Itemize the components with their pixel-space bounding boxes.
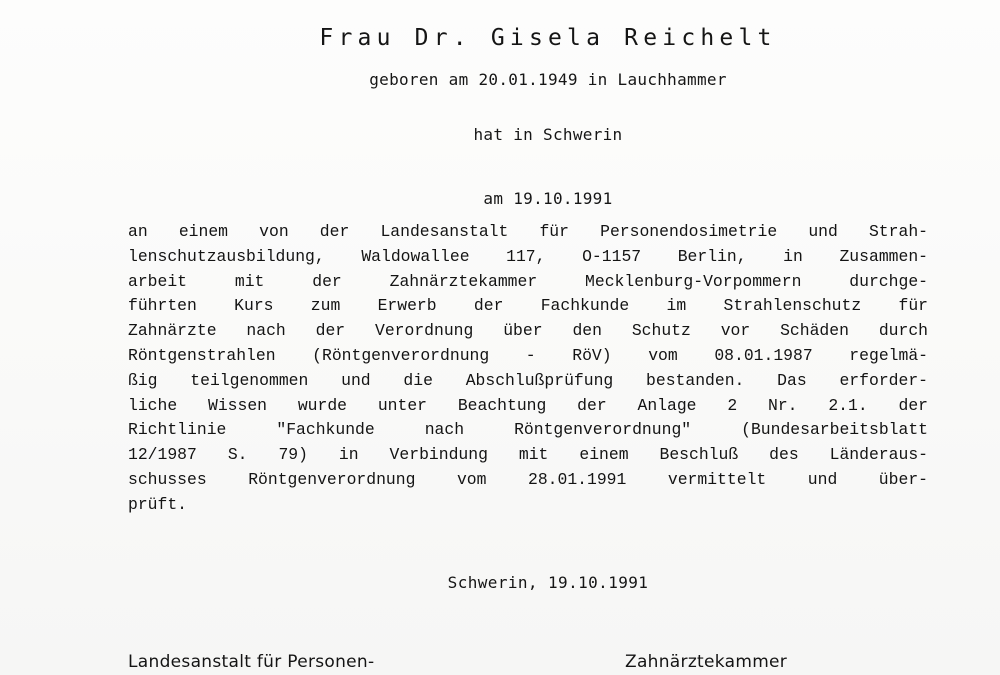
body-line: lenschutzausbildung, Waldowallee 117, O-1157 Berlin, in Zusammen- — [128, 246, 928, 266]
recipient-name: Frau Dr. Gisela Reichelt — [319, 25, 777, 51]
issuer-left: Landesanstalt für Personen- — [128, 652, 375, 672]
body-line: Richtlinie "Fachkunde nach Röntgenverordnung" (Bundesarbeitsblatt — [128, 420, 928, 440]
body-line: ßig teilgenommen und die Abschlußprüfung bestanden. Das erforder- — [128, 370, 928, 390]
course-date: am 19.10.1991 — [483, 189, 613, 208]
body-line: schusses Röntgenverordnung vom 28.01.1991 vermittelt und über- — [128, 469, 928, 489]
birth-info: geboren am 20.01.1949 in Lauchhammer — [369, 70, 727, 89]
issuer-right: Zahnärztekammer — [625, 652, 788, 672]
body-line: führten Kurs zum Erwerb der Fachkunde im Strahlenschutz für — [128, 296, 928, 316]
body-line: liche Wissen wurde unter Beachtung der Anlage 2 Nr. 2.1. der — [128, 395, 928, 415]
body-line: prüft. — [128, 494, 188, 514]
certificate-body — [128, 220, 928, 518]
body-line: Zahnärzte nach der Verordnung über den Schutz vor Schäden durch — [128, 321, 928, 341]
body-line: Röntgenstrahlen (Röntgenverordnung - RöV) vom 08.01.1987 regelmä- — [128, 345, 928, 365]
signature-place-date: Schwerin, 19.10.1991 — [447, 573, 649, 592]
body-line: arbeit mit der Zahnärztekammer Mecklenburg-Vorpommern durchge- — [128, 271, 928, 291]
course-location: hat in Schwerin — [473, 125, 623, 144]
body-line: an einem von der Landesanstalt für Personendosimetrie und Strah- — [128, 222, 928, 241]
body-line: 12/1987 S. 79) in Verbindung mit einem Beschluß des Länderaus- — [128, 445, 928, 465]
